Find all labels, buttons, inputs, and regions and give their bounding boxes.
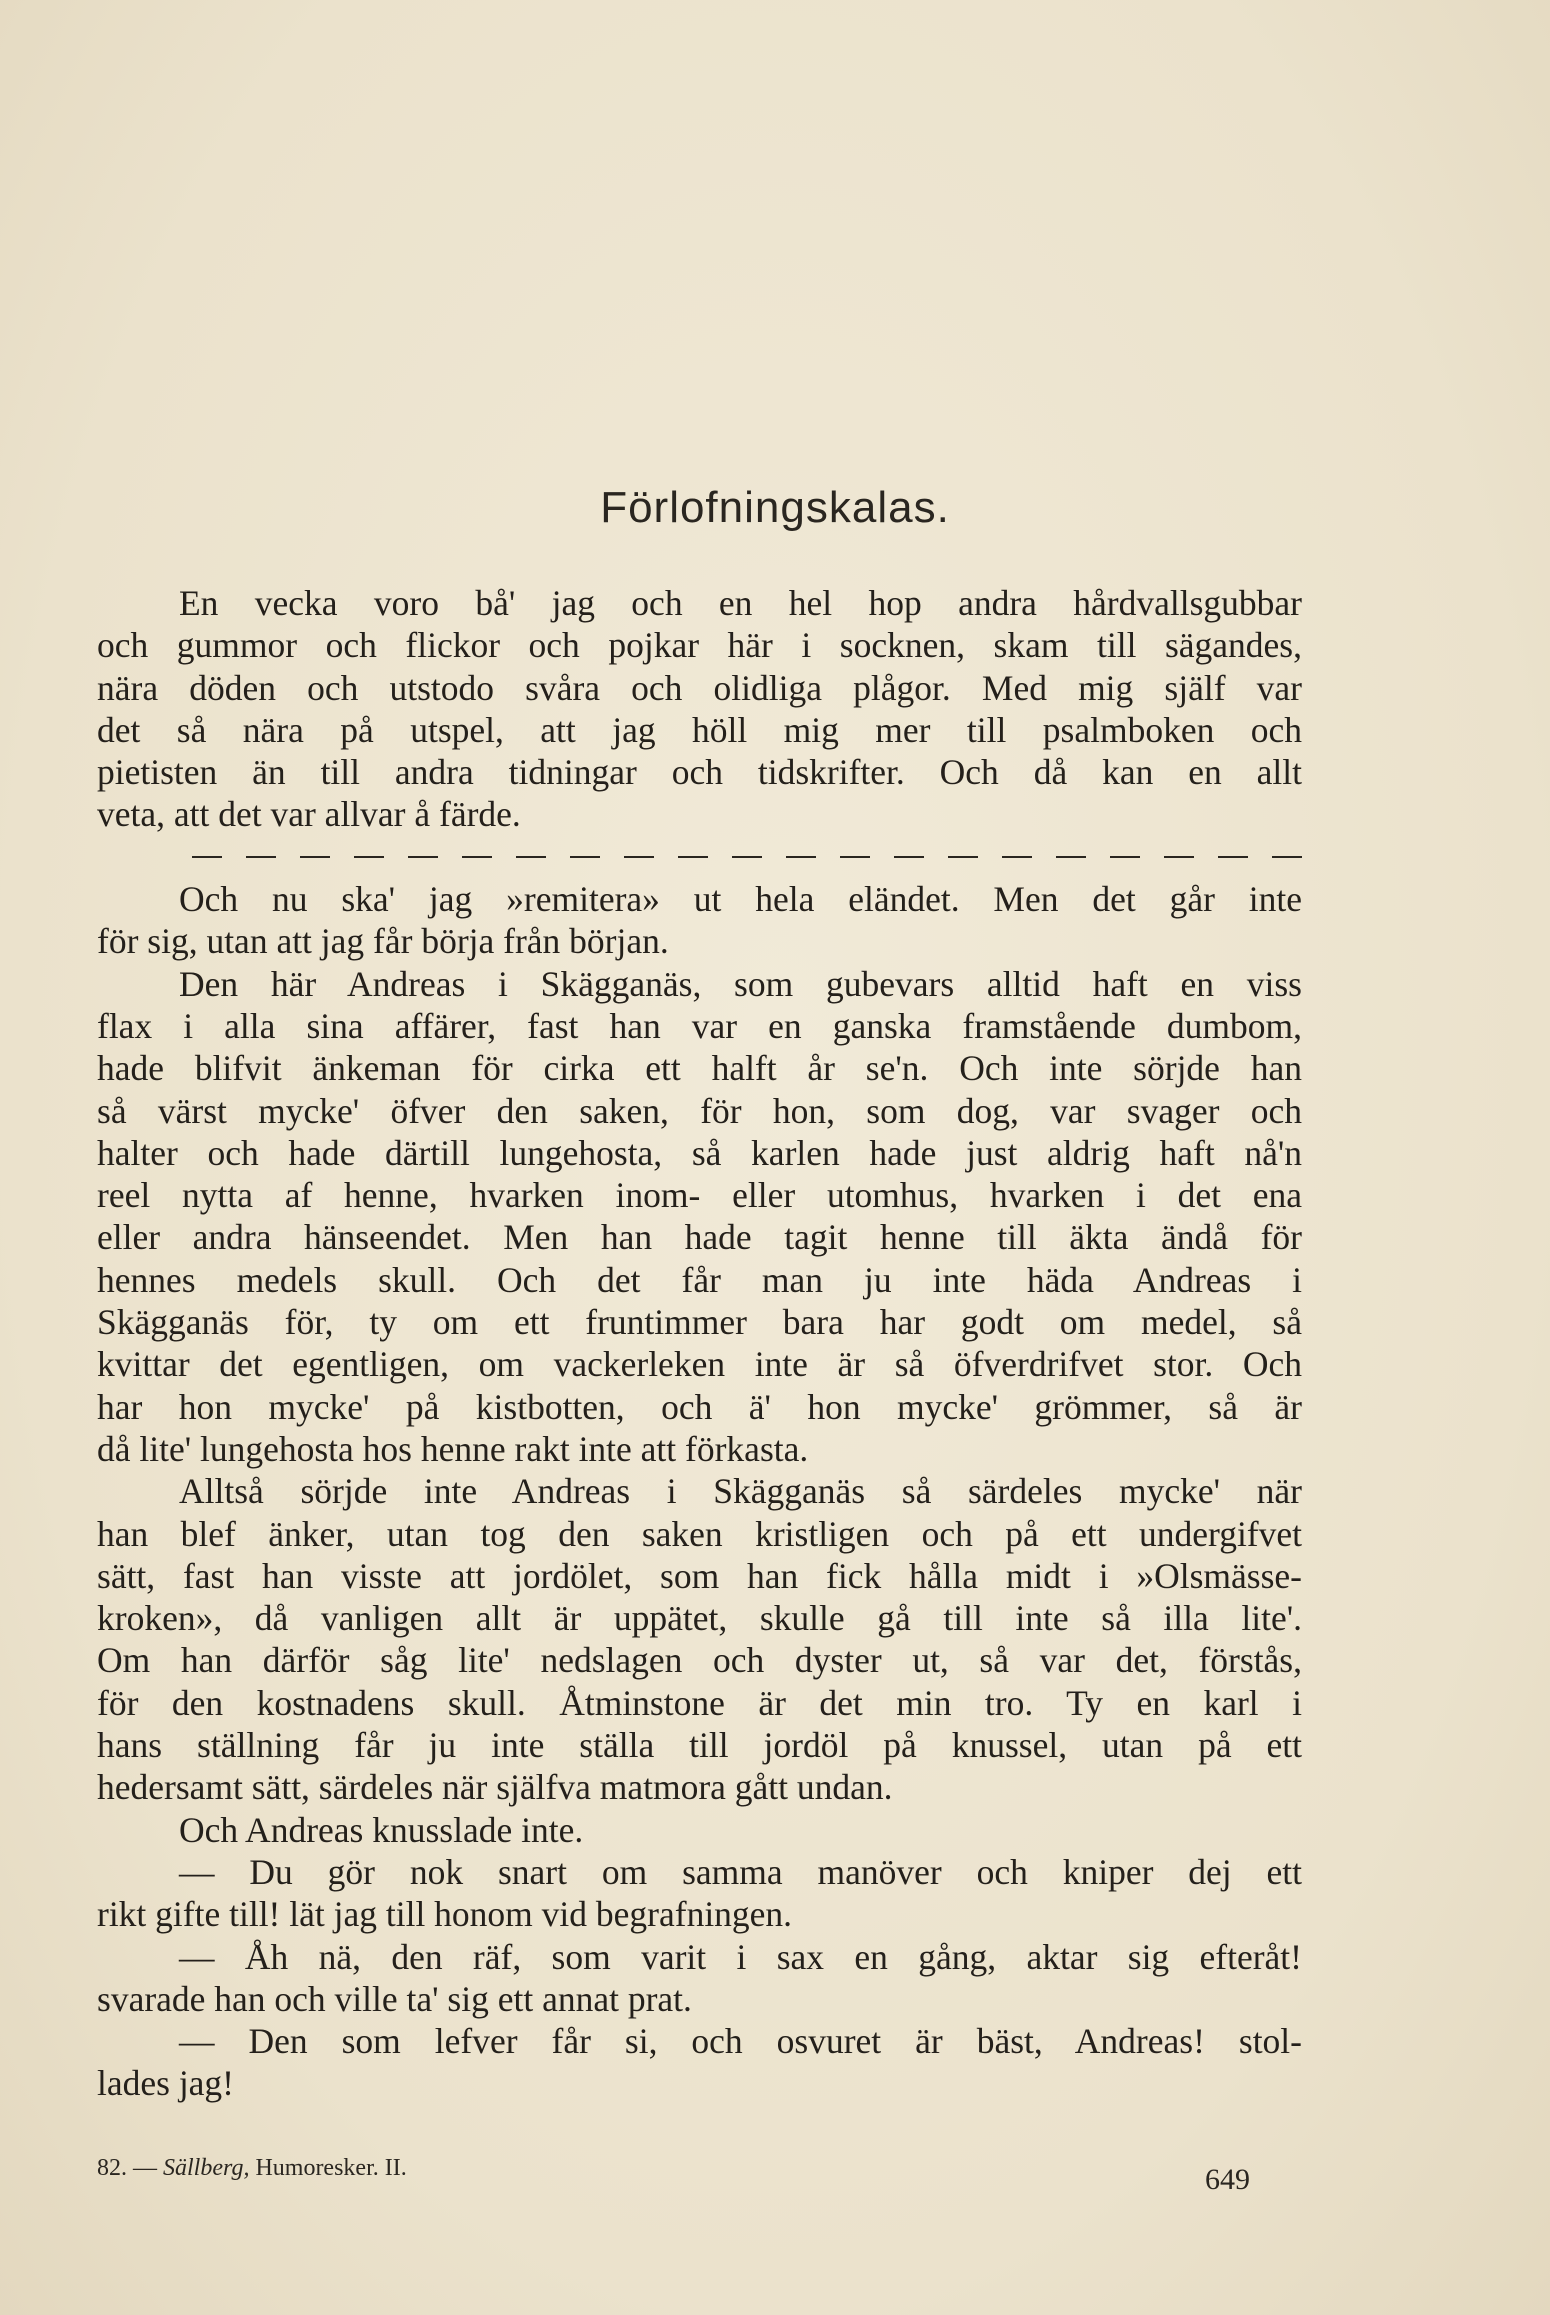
footer-author: Sällberg, — [163, 2155, 250, 2181]
text-line: sätt, fast han visste att jordölet, som han fick hålla midt i »Olsmässe- — [97, 1555, 1302, 1596]
text-line: Den här Andreas i Skägganäs, som gubevars alltid haft en viss — [179, 963, 1302, 1004]
signature-mark: 82. — — [97, 2155, 157, 2181]
text-line: Och nu ska' jag »remitera» ut hela eländet. Men det går inte — [179, 879, 1302, 920]
text-line: flax i alla sina affärer, fast han var en ganska framstående dumbom, — [97, 1005, 1302, 1046]
text-line: hade blifvit änkeman för cirka ett halft år se'n. Och inte sörjde han — [97, 1048, 1302, 1089]
page-number: 649 — [1205, 2163, 1250, 2196]
text-line: halter och hade därtill lungehosta, så karlen hade just aldrig haft nå'n — [97, 1132, 1302, 1173]
text-line: hans ställning får ju inte ställa till jordöl på knussel, utan på ett — [97, 1725, 1302, 1766]
text-line: — Åh nä, den räf, som varit i sax en gång, aktar sig efteråt! — [179, 1936, 1302, 1977]
text-line: pietisten än till andra tidningar och tidskrifter. Och då kan en allt — [97, 752, 1302, 793]
page-footer — [97, 2155, 407, 2182]
body-text — [97, 582, 1302, 2105]
text-line: hennes medels skull. Och det får man ju inte häda Andreas i — [97, 1259, 1302, 1300]
section-separator — [97, 836, 1302, 878]
text-line: han blef änker, utan tog den saken kristligen och på ett undergifvet — [97, 1513, 1302, 1554]
text-line: och gummor och flickor och pojkar här i socknen, skam till sägandes, — [97, 625, 1302, 666]
text-line: — Du gör nok snart om samma manöver och kniper dej ett — [179, 1851, 1302, 1892]
text-line: veta, att det var allvar å färde. — [97, 794, 521, 835]
footer-book-title: Humoresker. II. — [255, 2155, 407, 2181]
text-line: nära döden och utstodo svåra och olidliga plågor. Med mig själf var — [97, 667, 1302, 708]
text-line: kroken», då vanligen allt är uppätet, skulle gå till inte så illa lite'. — [97, 1598, 1302, 1639]
text-line: kvittar det egentligen, om vackerleken inte är så öfverdrifvet stor. Och — [97, 1344, 1302, 1385]
text-line: Alltså sörjde inte Andreas i Skägganäs så särdeles mycke' när — [179, 1471, 1302, 1512]
text-line: Och Andreas knusslade inte. — [179, 1809, 584, 1850]
text-line: för sig, utan att jag får börja från början. — [97, 921, 669, 962]
text-line: — Den som lefver får si, och osvuret är bäst, Andreas! stol- — [179, 2021, 1302, 2062]
text-line: Skägganäs för, ty om ett fruntimmer bara har godt om medel, så — [97, 1302, 1302, 1343]
text-line: rikt gifte till! lät jag till honom vid begrafningen. — [97, 1894, 793, 1935]
text-line: hedersamt sätt, särdeles när själfva matmora gått undan. — [97, 1767, 893, 1808]
text-line: det så nära på utspel, att jag höll mig mer till psalmboken och — [97, 709, 1302, 750]
text-line: så värst mycke' öfver den saken, för hon, som dog, var svager och — [97, 1090, 1302, 1131]
text-line: svarade han och ville ta' sig ett annat prat. — [97, 1978, 692, 2019]
text-line: reel nytta af henne, hvarken inom- eller utomhus, hvarken i det ena — [97, 1175, 1302, 1216]
text-line: En vecka voro bå' jag och en hel hop andra hårdvallsgubbar — [179, 583, 1302, 623]
text-line: då lite' lungehosta hos henne rakt inte att förkasta. — [97, 1428, 809, 1469]
text-line: har hon mycke' på kistbotten, och ä' hon mycke' grömmer, så är — [97, 1386, 1302, 1427]
text-line: för den kostnadens skull. Åtminstone är det min tro. Ty en karl i — [97, 1682, 1302, 1723]
text-line: lades jag! — [97, 2063, 235, 2104]
text-line: eller andra hänseendet. Men han hade tagit henne till äkta ändå för — [97, 1217, 1302, 1258]
text-line: Om han därför såg lite' nedslagen och dyster ut, så var det, förstås, — [97, 1640, 1302, 1681]
chapter-title: Förlofningskalas. — [600, 483, 950, 532]
